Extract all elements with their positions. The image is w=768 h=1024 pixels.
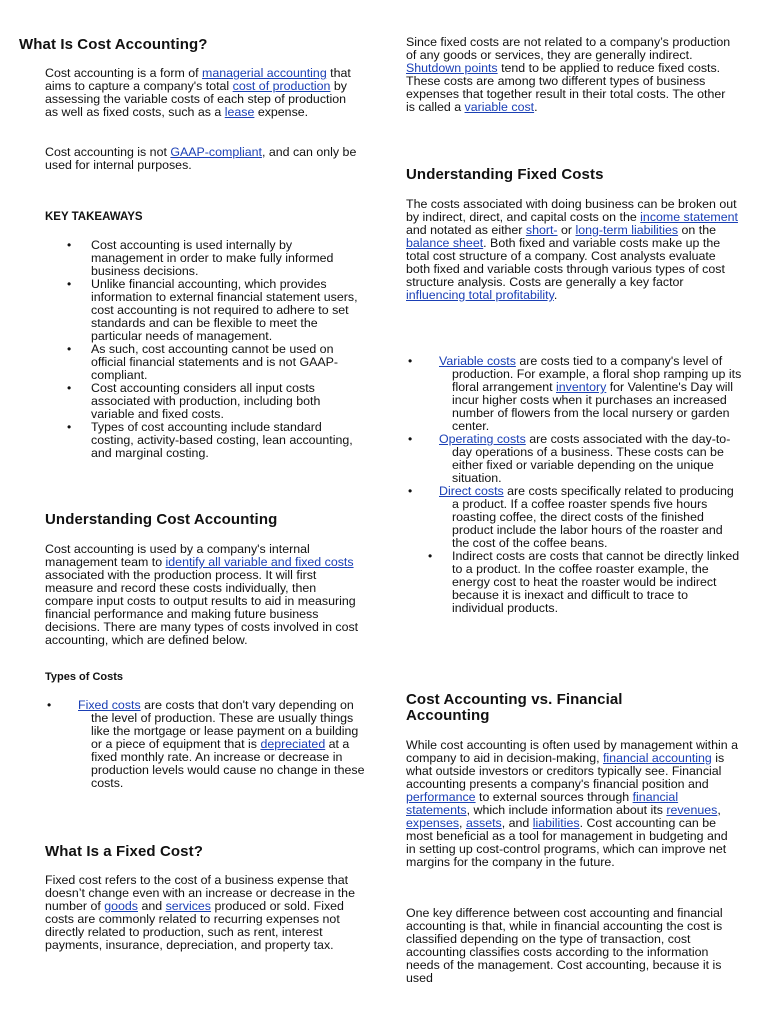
inline-link[interactable]: Variable costs <box>439 354 516 368</box>
inline-link[interactable]: short- <box>525 223 558 237</box>
fixed-indirect-paragraph: Since fixed costs are not related to a company’s production of any goods or services, they are generally indirect. Shutdown points tend to be applied to reduce fixed costs. These costs are among two different types of business expenses that together result in their total costs. The other is called a variable cost. <box>406 35 731 114</box>
list-item: • Variable costs are costs tied to a company's level of production. For example, a floral shop ramping up its floral arrangement inventory for Valentine's Day will incur higher costs when it purchases an increased number of flowers from the local nursery or garden center. <box>452 355 742 433</box>
inline-link[interactable]: Shutdown points <box>406 61 498 75</box>
key-takeaways-list <box>91 239 361 460</box>
inline-link[interactable]: identify all variable and fixed costs <box>165 555 354 569</box>
inline-link[interactable]: lease <box>224 105 255 119</box>
inline-link[interactable]: performance <box>406 790 476 804</box>
list-item: • As such, cost accounting cannot be used on official financial statements and is not GAAP-compliant. <box>91 343 361 382</box>
list-item: • Unlike financial accounting, which provides information to external financial statement users, cost accounting is not required to adhere to set standards and can be flexible to meet the particular needs of management. <box>91 278 361 343</box>
types-of-costs-label: Types of Costs <box>45 671 124 683</box>
inline-link[interactable]: Fixed costs <box>78 698 141 712</box>
list-item: • Cost accounting is used internally by management in order to make fully informed business decisions. <box>91 239 361 278</box>
inline-link[interactable]: liabilities <box>532 816 580 830</box>
key-difference-paragraph: One key difference between cost accounting and financial accounting is that, while in financial accounting the cost is classified depending on the type of transaction, cost accounting classifies costs according to the information needs of the management. Cost accounting, because it is used <box>406 906 723 985</box>
cost-types-list <box>439 354 742 615</box>
list-item: • Operating costs are costs associated with the day-to-day operations of a business. These costs can be either fixed or variable depending on the unique situation. <box>452 433 742 485</box>
cost-vs-financial-paragraph: While cost accounting is often used by management within a company to aid in decision-making, financial accounting is what outside investors or creditors typically see. Financial accounting presents a company's financial position and performance to external sources through financial statements, which include information about its revenues, expenses, assets, and liabilities. Cost accounting can be most beneficial as a tool for management in budgeting and in setting up cost-control programs, which can improve net margins for the company in the future. <box>406 738 738 869</box>
inline-link[interactable]: GAAP-compliant <box>170 145 262 159</box>
inline-link[interactable]: influencing total profitability <box>406 288 554 302</box>
key-takeaways-label: KEY TAKEAWAYS <box>45 211 143 223</box>
fixed-costs-list <box>78 698 366 790</box>
inline-link[interactable]: expenses <box>406 816 460 830</box>
inline-link[interactable]: income statement <box>640 210 738 224</box>
inline-link[interactable]: services <box>165 899 212 913</box>
inline-link[interactable]: long-term liabilities <box>575 223 679 237</box>
intro-paragraph: Cost accounting is a form of managerial accounting that aims to capture a company's total cost of production by assessing the variable costs of each step of production as well as fixed costs, such as a lease expense. <box>45 66 351 119</box>
list-item: • Direct costs are costs specifically related to producing a product. If a coffee roaster spends five hours roasting coffee, the direct costs of the finished product include the labor hours of the roaster and the cost of the coffee beans. <box>452 485 742 550</box>
heading-understanding-fixed-costs: Understanding Fixed Costs <box>406 166 604 183</box>
cost-structure-paragraph: The costs associated with doing business can be broken out by indirect, direct, and capital costs on the income statement and notated as either short- or long-term liabilities on the balance sheet. Both fixed and variable costs make up the total cost structure of a company. Cost analysts evaluate both fixed and variable costs through various types of cost structure analysis. Costs are generally a key factor influencing total profitability. <box>406 197 738 302</box>
list-item: • Fixed costs are costs that don't vary depending on the level of production. These are usually things like the mortgage or lease payment on a building or a piece of equipment that is depreciated at a fixed monthly rate. An increase or decrease in production levels would cause no change in these costs. <box>91 699 366 790</box>
list-item: • Cost accounting considers all input costs associated with production, including both variable and fixed costs. <box>91 382 361 421</box>
inline-link[interactable]: variable cost <box>464 100 535 114</box>
fixed-cost-paragraph: Fixed cost refers to the cost of a business expense that doesn’t change even with an increase or decrease in the number of goods and services produced or sold. Fixed costs are commonly related to recurring expenses not directly related to production, such as rent, interest payments, insurance, depreciation, and property tax. <box>45 873 355 952</box>
inline-link[interactable]: cost of production <box>232 79 331 93</box>
inline-link[interactable]: goods <box>104 899 138 913</box>
inline-link[interactable]: managerial accounting <box>202 66 327 80</box>
inline-link[interactable]: balance sheet <box>406 236 484 250</box>
heading-what-is-fixed-cost: What Is a Fixed Cost? <box>45 843 203 860</box>
inline-link[interactable]: assets <box>465 816 502 830</box>
gaap-paragraph: Cost accounting is not GAAP-compliant, and can only be used for internal purposes. <box>45 145 357 172</box>
inline-link[interactable]: Direct costs <box>439 484 504 498</box>
inline-link[interactable]: depreciated <box>260 737 326 751</box>
heading-understanding-cost-accounting: Understanding Cost Accounting <box>45 511 278 528</box>
understanding-paragraph: Cost accounting is used by a company's internal management team to identify all variable and fixed costs associated with the production process. It will first measure and record these costs individually, then compare input costs to output results to aid in measuring financial performance and making future business decisions. There are many types of costs involved in cost accounting, which are defined below. <box>45 542 359 647</box>
list-item: • Types of cost accounting include standard costing, activity-based costing, lean accounting, and marginal costing. <box>91 421 361 460</box>
heading-cost-vs-financial: Cost Accounting vs. Financial Accounting <box>406 691 623 724</box>
inline-link[interactable]: financial accounting <box>602 751 712 765</box>
list-item: • Indirect costs are costs that cannot be directly linked to a product. In the coffee roaster example, the energy cost to heat the roaster would be indirect because it is inexact and difficult to trace to individual products. <box>452 550 742 615</box>
inline-link[interactable]: financial statements <box>406 790 679 817</box>
inline-link[interactable]: revenues <box>666 803 718 817</box>
inline-link[interactable]: inventory <box>556 380 607 394</box>
heading-what-is-cost-accounting: What Is Cost Accounting? <box>19 36 208 53</box>
inline-link[interactable]: Operating costs <box>439 432 526 446</box>
